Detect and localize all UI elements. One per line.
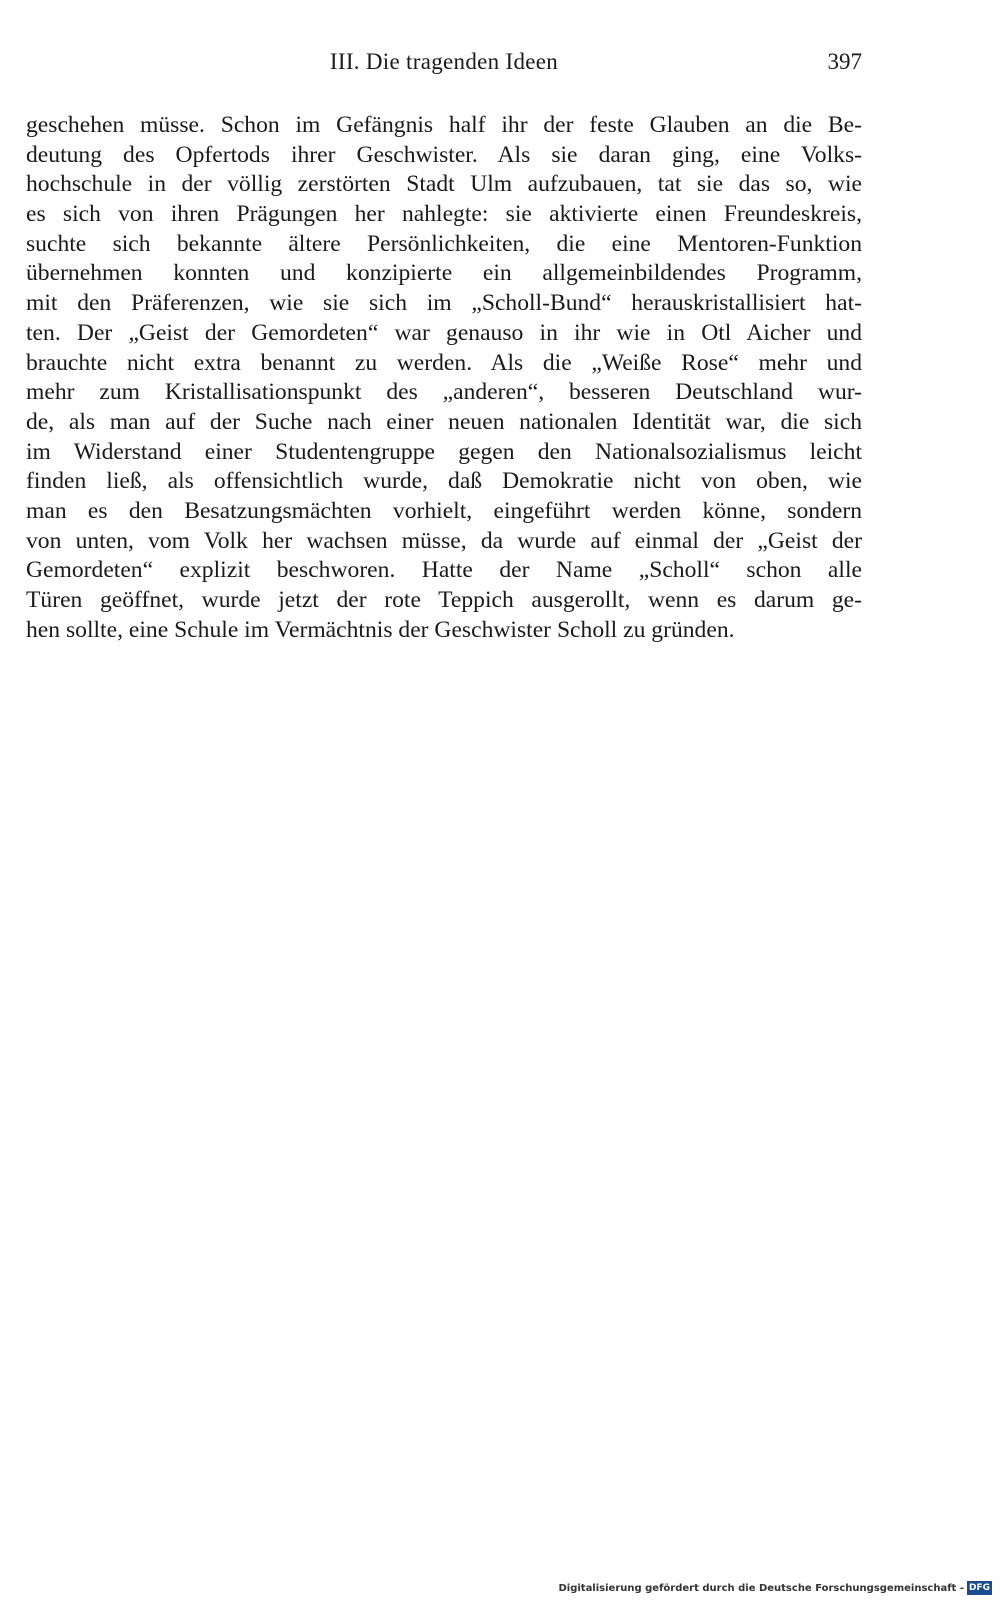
dfg-logo: DFG: [968, 1583, 990, 1593]
text-line: mehr zum Kristallisationspunkt des „anderen“, besseren Deutschland wur-: [26, 379, 862, 406]
text-line: ten. Der „Geist der Gemordeten“ war genauso in ihr wie in Otl Aicher und: [26, 319, 862, 346]
text-line: finden ließ, als offensichtlich wurde, daß Demokratie nicht von oben, wie: [26, 468, 862, 495]
running-title: III. Die tragenden Ideen: [329, 49, 559, 74]
page-number: 397: [827, 49, 862, 74]
text-line: es sich von ihren Prägungen her nahlegte: sie aktivierte einen Freundeskreis,: [26, 201, 862, 228]
credit-text: Digitalisierung gefördert durch die Deutsche Forschungsgemeinschaft -: [558, 1582, 964, 1594]
text-line: mit den Präferenzen, wie sie sich im „Scholl-Bund“ herauskristallisiert hat-: [26, 290, 862, 317]
running-head: [26, 46, 862, 78]
body-paragraph: [26, 111, 862, 645]
text-line: de, als man auf der Suche nach einer neuen nationalen Identität war, die sich: [26, 408, 862, 435]
text-line: geschehen müsse. Schon im Gefängnis half ihr der feste Glauben an die Be-: [26, 112, 862, 138]
digitization-credit: [558, 1580, 992, 1596]
text-line: hochschule in der völlig zerstörten Stadt Ulm aufzubauen, tat sie das so, wie: [26, 171, 862, 198]
text-line: man es den Besatzungsmächten vorhielt, eingeführt werden könne, sondern: [26, 497, 862, 524]
text-line: Gemordeten“ explizit beschworen. Hatte der Name „Scholl“ schon alle: [26, 557, 862, 584]
text-line: hen sollte, eine Schule im Vermächtnis der Geschwister Scholl zu gründen.: [26, 616, 735, 643]
text-line: deutung des Opfertods ihrer Geschwister. Als sie daran ging, eine Volks-: [26, 141, 862, 168]
text-line: von unten, vom Volk her wachsen müsse, da wurde auf einmal der „Geist der: [26, 527, 862, 554]
text-line: brauchte nicht extra benannt zu werden. Als die „Weiße Rose“ mehr und: [26, 349, 862, 376]
text-line: suchte sich bekannte ältere Persönlichkeiten, die eine Mentoren-Funktion: [26, 230, 862, 257]
text-line: im Widerstand einer Studentengruppe gegen den Nationalsozialismus leicht: [26, 438, 862, 465]
text-line: Türen geöffnet, wurde jetzt der rote Teppich ausgerollt, wenn es darum ge-: [26, 587, 862, 613]
text-line: übernehmen konnten und konzipierte ein allgemeinbildendes Programm,: [26, 260, 862, 287]
